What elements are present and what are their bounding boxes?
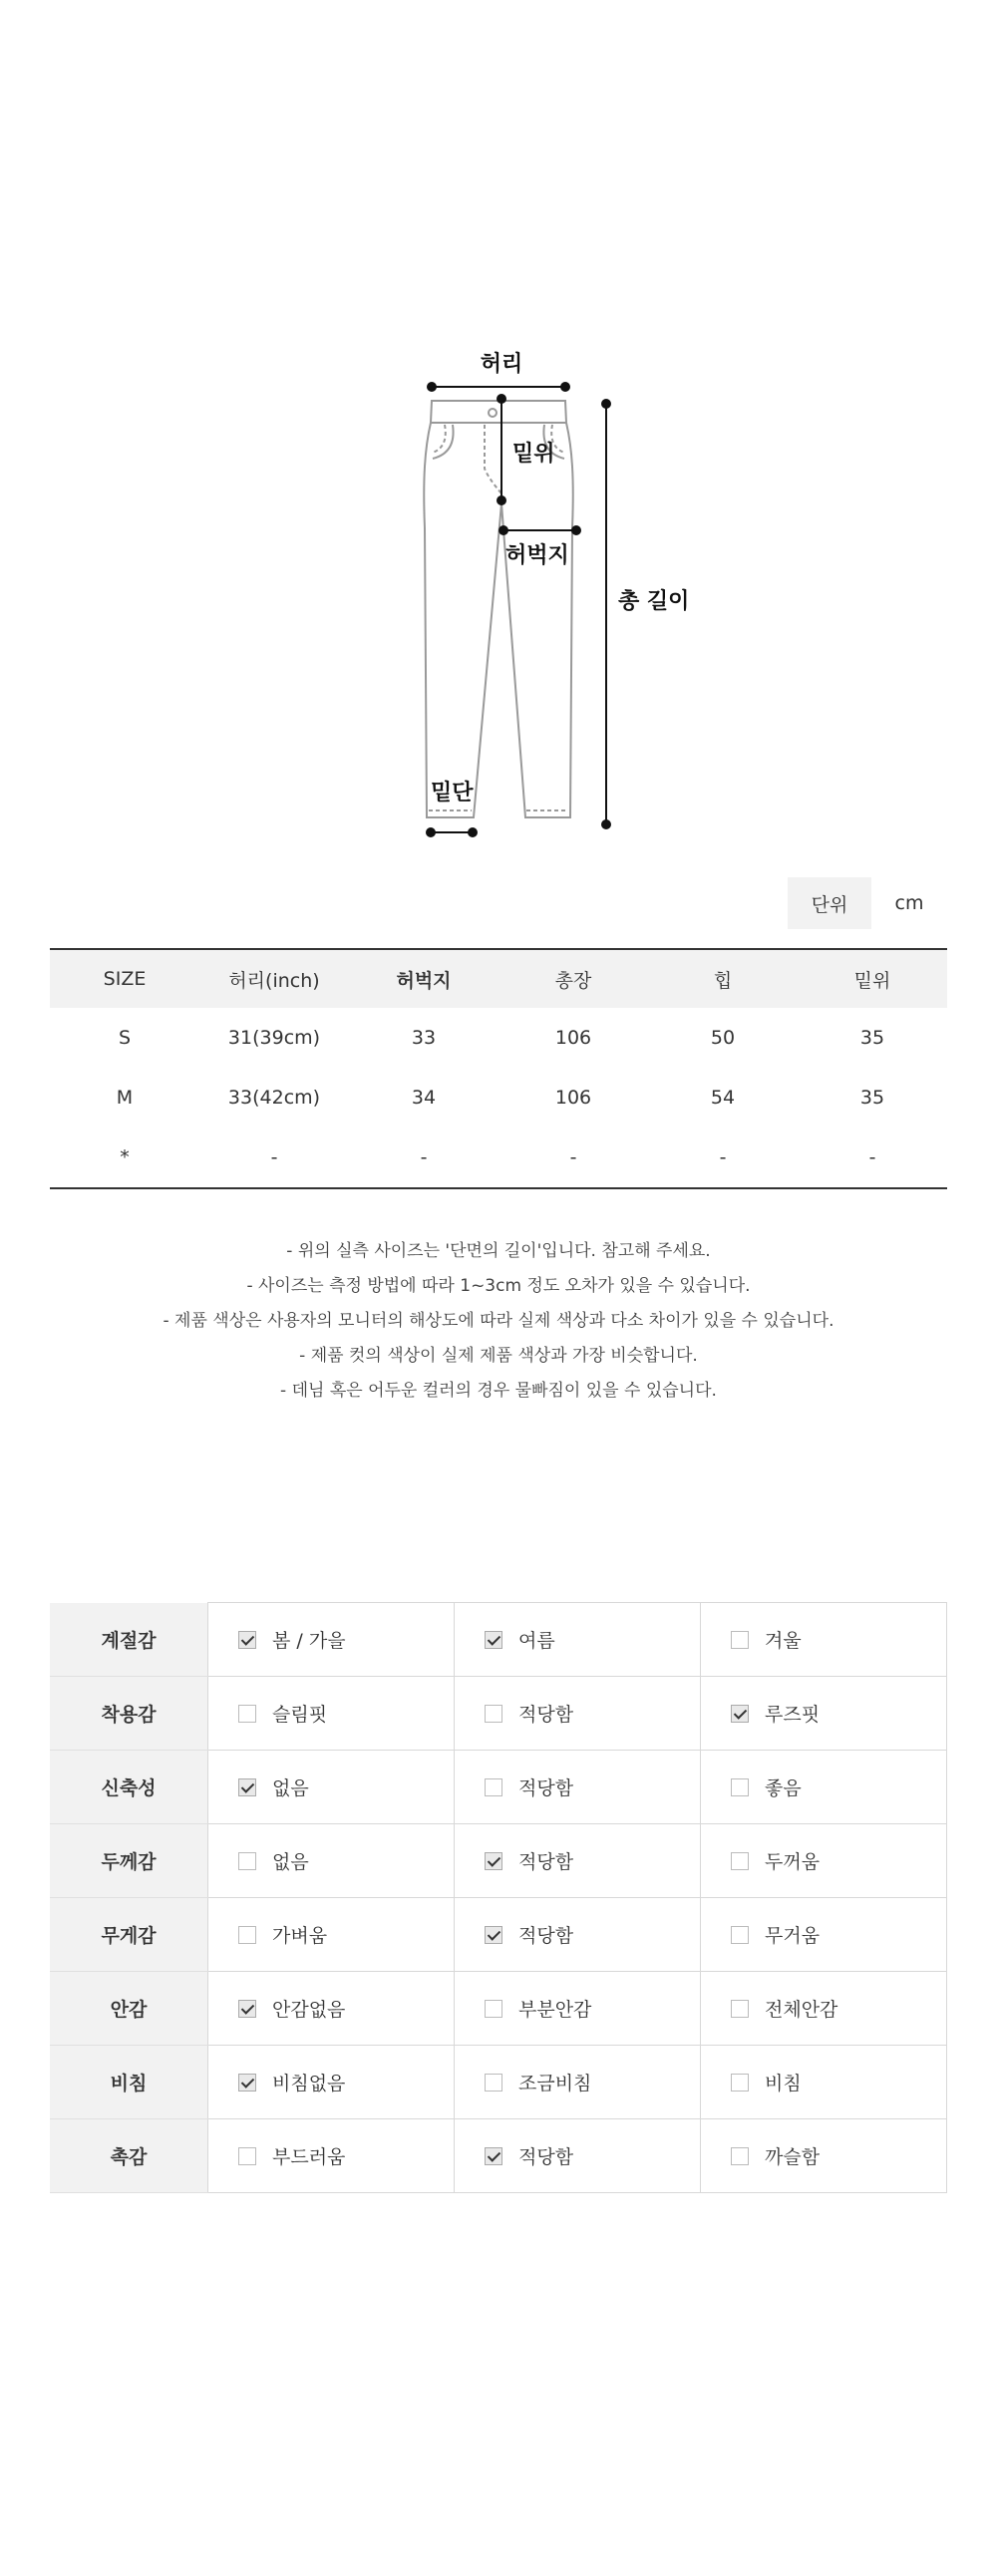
feature-row <box>50 2119 947 2193</box>
feature-option-label: 적당함 <box>518 1777 574 1799</box>
checked-checkbox-icon <box>238 1778 256 1796</box>
feature-option-label: 겨울 <box>765 1630 802 1652</box>
thigh-label: 허벅지 <box>505 543 569 568</box>
feature-option-label: 없음 <box>272 1851 309 1873</box>
feature-row <box>50 1972 947 2046</box>
feature-option-label: 루즈핏 <box>765 1704 821 1726</box>
unchecked-checkbox-icon <box>731 1852 749 1870</box>
unchecked-checkbox-icon <box>238 1852 256 1870</box>
table-cell: S <box>118 1027 132 1049</box>
feature-option <box>701 1972 947 2046</box>
table-cell: - <box>868 1146 876 1168</box>
feature-option-label: 봄 / 가을 <box>272 1630 346 1652</box>
checked-checkbox-icon <box>485 1926 502 1944</box>
table-cell: - <box>420 1146 428 1168</box>
feature-option-label: 비침없음 <box>272 2073 346 2094</box>
feature-label: 착용감 <box>50 1677 208 1751</box>
table-cell: 31(39cm) <box>227 1027 321 1049</box>
feature-option <box>455 1972 701 2046</box>
feature-option <box>455 2119 701 2193</box>
feature-option-label: 무거움 <box>765 1925 821 1947</box>
fabric-feature-table <box>50 1602 947 2193</box>
feature-row <box>50 1898 947 1972</box>
feature-option-label: 적당함 <box>518 1851 574 1873</box>
unit-value: cm <box>894 892 924 914</box>
hem-label: 밑단 <box>431 781 474 805</box>
unchecked-checkbox-icon <box>485 2074 502 2092</box>
unchecked-checkbox-icon <box>238 2147 256 2165</box>
feature-option <box>208 2046 455 2119</box>
feature-option <box>701 1898 947 1972</box>
unchecked-checkbox-icon <box>731 2000 749 2018</box>
unchecked-checkbox-icon <box>238 1705 256 1723</box>
checked-checkbox-icon <box>238 2000 256 2018</box>
column-header: 총장 <box>498 949 648 1008</box>
column-header: 허벅지 <box>349 949 498 1008</box>
table-cell: 34 <box>411 1087 437 1109</box>
note-line: - 제품 컷의 색상이 실제 제품 색상과 가장 비슷합니다. <box>299 1346 698 1366</box>
size-table <box>50 948 947 1189</box>
feature-option <box>701 1677 947 1751</box>
table-cell: 33 <box>411 1027 437 1049</box>
feature-label: 안감 <box>50 1972 208 2046</box>
feature-option <box>455 1898 701 1972</box>
column-header: 힙 <box>648 949 798 1008</box>
note-line: - 사이즈는 측정 방법에 따라 1~3cm 정도 오차가 있을 수 있습니다. <box>246 1276 751 1296</box>
feature-option <box>701 2119 947 2193</box>
feature-option <box>208 1898 455 1972</box>
table-row <box>50 1068 947 1127</box>
table-cell: * <box>120 1146 130 1168</box>
feature-option-label: 가벼움 <box>272 1925 328 1947</box>
checked-checkbox-icon <box>238 1631 256 1649</box>
feature-option <box>701 1824 947 1898</box>
unchecked-checkbox-icon <box>731 1926 749 1944</box>
feature-option <box>701 2046 947 2119</box>
column-header: 밑위 <box>798 949 947 1008</box>
feature-row <box>50 1751 947 1824</box>
waist-label: 허리 <box>480 352 523 377</box>
feature-row <box>50 1677 947 1751</box>
feature-option <box>208 1824 455 1898</box>
unchecked-checkbox-icon <box>731 1778 749 1796</box>
checked-checkbox-icon <box>731 1705 749 1723</box>
rise-label: 밑위 <box>512 442 555 467</box>
note-line: - 제품 색상은 사용자의 모니터의 해상도에 따라 실제 색상과 다소 차이가 있을 수 있습니다. <box>163 1311 834 1331</box>
table-cell: 106 <box>554 1027 592 1049</box>
table-row <box>50 1127 947 1188</box>
unchecked-checkbox-icon <box>731 1631 749 1649</box>
feature-option <box>455 1603 701 1677</box>
size-table-header <box>50 949 947 1008</box>
table-cell: 33(42cm) <box>227 1087 321 1109</box>
table-cell: 54 <box>710 1087 736 1109</box>
total-length-label: 총 길이 <box>618 589 690 614</box>
checked-checkbox-icon <box>485 1852 502 1870</box>
feature-row <box>50 1824 947 1898</box>
feature-option <box>455 1677 701 1751</box>
table-cell: - <box>719 1146 727 1168</box>
feature-option-label: 여름 <box>518 1630 555 1652</box>
feature-option <box>208 2119 455 2193</box>
feature-option <box>701 1603 947 1677</box>
feature-option <box>208 1751 455 1824</box>
feature-option <box>455 1824 701 1898</box>
feature-option <box>208 1603 455 1677</box>
feature-option-label: 적당함 <box>518 1704 574 1726</box>
feature-option <box>455 2046 701 2119</box>
table-cell: 35 <box>859 1087 885 1109</box>
note-line: - 데님 혹은 어두운 컬러의 경우 물빠짐이 있을 수 있습니다. <box>280 1381 717 1401</box>
unit-label: 단위 <box>788 877 871 929</box>
feature-label: 촉감 <box>50 2119 208 2193</box>
feature-option-label: 적당함 <box>518 1925 574 1947</box>
feature-label: 신축성 <box>50 1751 208 1824</box>
feature-option-label: 적당함 <box>518 2146 574 2168</box>
table-cell: M <box>116 1087 134 1109</box>
feature-option-label: 없음 <box>272 1777 309 1799</box>
feature-row <box>50 1603 947 1677</box>
table-cell: 35 <box>859 1027 885 1049</box>
table-row <box>50 1008 947 1068</box>
checked-checkbox-icon <box>485 1631 502 1649</box>
feature-option-label: 안감없음 <box>272 1999 346 2021</box>
feature-option-label: 비침 <box>765 2073 802 2094</box>
size-notes <box>0 1234 997 1409</box>
column-header: 허리(inch) <box>199 949 349 1008</box>
unchecked-checkbox-icon <box>485 1705 502 1723</box>
feature-option <box>455 1751 701 1824</box>
note-line: - 위의 실측 사이즈는 '단면의 길이'입니다. 참고해 주세요. <box>286 1241 711 1261</box>
unchecked-checkbox-icon <box>238 1926 256 1944</box>
unchecked-checkbox-icon <box>485 1778 502 1796</box>
feature-option <box>208 1677 455 1751</box>
table-cell: - <box>270 1146 278 1168</box>
feature-option <box>701 1751 947 1824</box>
table-cell: - <box>569 1146 577 1168</box>
feature-option-label: 슬림핏 <box>272 1704 328 1726</box>
unchecked-checkbox-icon <box>731 2147 749 2165</box>
unchecked-checkbox-icon <box>731 2074 749 2092</box>
feature-option-label: 조금비침 <box>518 2073 592 2094</box>
column-header: SIZE <box>50 949 199 1008</box>
table-cell: 106 <box>554 1087 592 1109</box>
feature-option-label: 좋음 <box>765 1777 802 1799</box>
feature-option <box>208 1972 455 2046</box>
feature-label: 무게감 <box>50 1898 208 1972</box>
pants-measurement-diagram <box>0 329 997 867</box>
feature-option-label: 까슬함 <box>765 2146 821 2168</box>
feature-option-label: 전체안감 <box>765 1999 838 2021</box>
feature-option-label: 부분안감 <box>518 1999 592 2021</box>
feature-label: 비침 <box>50 2046 208 2119</box>
feature-option-label: 부드러움 <box>272 2146 346 2168</box>
feature-label: 두께감 <box>50 1824 208 1898</box>
feature-label: 계절감 <box>50 1603 208 1677</box>
feature-option-label: 두꺼움 <box>765 1851 821 1873</box>
unchecked-checkbox-icon <box>485 2000 502 2018</box>
checked-checkbox-icon <box>485 2147 502 2165</box>
feature-row <box>50 2046 947 2119</box>
checked-checkbox-icon <box>238 2074 256 2092</box>
table-cell: 50 <box>710 1027 736 1049</box>
